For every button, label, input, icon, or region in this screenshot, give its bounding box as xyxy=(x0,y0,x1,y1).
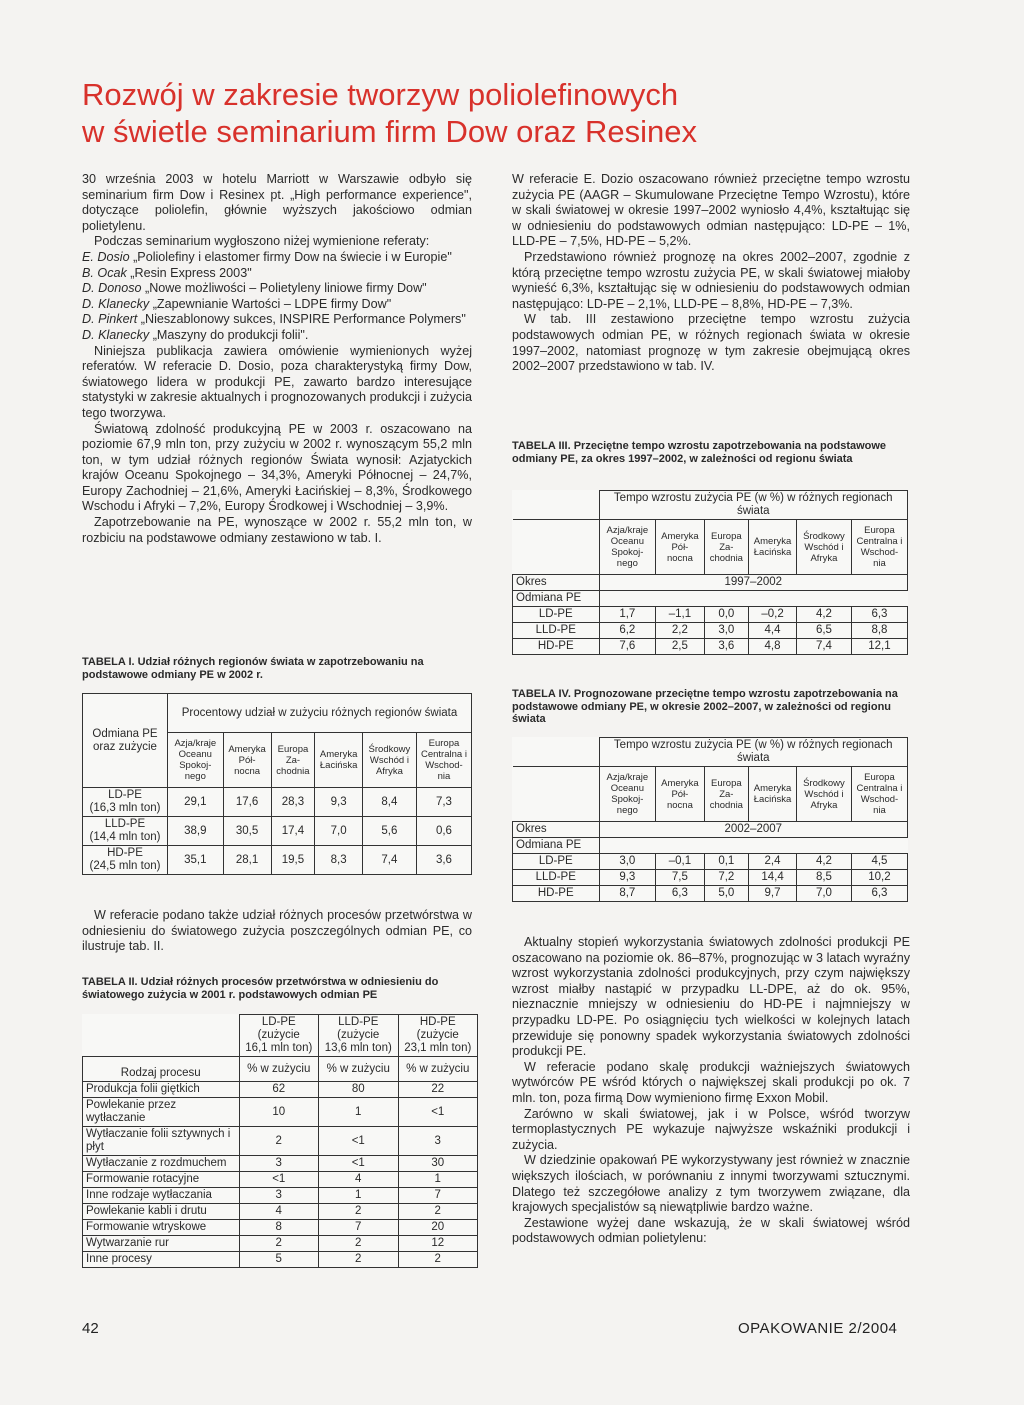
row-label: LLD-PE xyxy=(513,870,600,886)
cell: 3 xyxy=(239,1188,319,1204)
cell: 4 xyxy=(319,1172,399,1188)
row-label: Wytłaczanie folii sztywnych i płyt xyxy=(83,1127,240,1156)
cell: 4 xyxy=(239,1204,319,1220)
region-header: Europa Za-chodnia xyxy=(704,767,748,822)
cell: –0,2 xyxy=(749,607,797,623)
table-row xyxy=(83,1127,478,1156)
cell: 29,1 xyxy=(168,788,224,817)
row-label: HD-PE xyxy=(513,639,600,655)
cell: 1,7 xyxy=(599,607,656,623)
cell: 5,0 xyxy=(704,886,748,902)
header-growth: Tempo wzrostu zużycia PE (w %) w różnych regionach świata xyxy=(599,491,908,520)
cell: 2,5 xyxy=(656,639,704,655)
row-label: LD-PE xyxy=(513,854,600,870)
reference-item: B. Ocak „Resin Express 2003" xyxy=(82,265,252,280)
cell: <1 xyxy=(398,1098,478,1127)
table-row xyxy=(83,1204,478,1220)
header-share: Procentowy udział w zużyciu różnych regionów świata xyxy=(168,694,472,733)
region-header: Ameryka Pół-nocna xyxy=(656,520,704,575)
reference-item: D. Donoso „Nowe możliwości – Polietyleny liniowe firmy Dow" xyxy=(82,281,427,296)
cell: <1 xyxy=(319,1127,399,1156)
title-line-2: w świetle seminarium firm Dow oraz Resinex xyxy=(82,113,697,149)
cell: 2 xyxy=(319,1236,399,1252)
cell: 62 xyxy=(239,1082,319,1098)
paragraph: W referacie podano skalę produkcji ważniejszych światowych wytwórców PE wśród których o największej skali produkcji po ok. 7 mln. ton, poza firmą Dow wymieniono firmę Exxon Mobil. xyxy=(512,1059,910,1105)
cell: 7,5 xyxy=(656,870,704,886)
cell: 4,2 xyxy=(797,607,852,623)
right-column xyxy=(512,172,910,375)
cell: 7,4 xyxy=(362,846,416,875)
cell: 28,1 xyxy=(223,846,271,875)
cell: 3,6 xyxy=(704,639,748,655)
row-label: Wytwarzanie rur xyxy=(83,1236,240,1252)
table-row xyxy=(83,1156,478,1172)
cell: 38,9 xyxy=(168,817,224,846)
table-3 xyxy=(512,490,908,655)
cell: 7,0 xyxy=(315,817,363,846)
variety-label: Odmiana PE xyxy=(513,838,600,854)
period-value: 2002–2007 xyxy=(599,822,908,838)
row-label: HD-PE xyxy=(513,886,600,902)
cell: 17,4 xyxy=(271,817,315,846)
reference-item: D. Klanecky „Zapewnianie Wartości – LDPE firmy Dow" xyxy=(82,296,392,311)
refs-intro: Podczas seminarium wygłoszono niżej wymienione referaty: xyxy=(94,234,430,249)
column-header: HD-PE (zużycie 23,1 mln ton) xyxy=(398,1015,478,1057)
cell: 12,1 xyxy=(851,639,907,655)
region-header: Środkowy Wschód i Afryka xyxy=(797,767,852,822)
cell: 12 xyxy=(398,1236,478,1252)
page-number: 42 xyxy=(82,1320,99,1337)
table-row xyxy=(513,623,908,639)
table-row xyxy=(83,1082,478,1098)
region-header: Ameryka Łacińska xyxy=(749,520,797,575)
table-1-caption: TABELA I. Udział różnych regionów świata w zapotrzebowaniu na podstawowe odmiany PE w 2002 r. xyxy=(82,656,424,681)
table-row xyxy=(83,788,472,817)
cell: <1 xyxy=(239,1172,319,1188)
article-title xyxy=(82,76,962,150)
cell: 2 xyxy=(319,1204,399,1220)
cell: 6,5 xyxy=(797,623,852,639)
region-header: Środkowy Wschód i Afryka xyxy=(797,520,852,575)
cell: 7,6 xyxy=(599,639,656,655)
region-header: Europa Centralna i Wschod-nia xyxy=(851,767,907,822)
table-2 xyxy=(82,1014,478,1268)
cell: 8,5 xyxy=(797,870,852,886)
cell: 0,6 xyxy=(416,817,471,846)
blank-cell xyxy=(513,520,600,575)
cell: 3,0 xyxy=(599,854,656,870)
unit-header: % w zużyciu xyxy=(398,1057,478,1082)
cell: 9,7 xyxy=(749,886,797,902)
cell: 1 xyxy=(398,1172,478,1188)
paragraph: W referacie E. Dozio oszacowano również przeciętne tempo wzrostu zużycia PE (AAGR – Skumulowane Przeciętne Tempo Wzrostu), które w skali światowej w okresie 1997–2002 wyniosło 4,4%, kształtując się w odniesieniu do podstawowych odmian następująco: LD-PE – 1%, LLD-PE – 7,5%, HD-PE – 5,2%. xyxy=(512,172,910,249)
cell: 2 xyxy=(319,1252,399,1268)
region-header: Europa Za-chodnia xyxy=(704,520,748,575)
column-header: LLD-PE (zużycie 13,6 mln ton) xyxy=(319,1015,399,1057)
cell: 4,8 xyxy=(749,639,797,655)
cell: –1,1 xyxy=(656,607,704,623)
table-2-caption: TABELA II. Udział różnych procesów przetwórstwa w odniesieniu do światowego zużycia w 2001 r. podstawowych odmian PE xyxy=(82,976,439,1001)
cell: 7,3 xyxy=(416,788,471,817)
intro-paragraph: 30 września 2003 w hotelu Marriott w Warszawie odbyło się seminarium firm Dow i Resinex pt. „High performance experience", dotyczące poliolefin, głównie wyższych jakościowo odmian polietylenu. xyxy=(82,172,472,233)
blank-cell xyxy=(83,1015,240,1057)
cell: 80 xyxy=(319,1082,399,1098)
cell: 9,3 xyxy=(315,788,363,817)
row-label: Inne rodzaje wytłaczania xyxy=(83,1188,240,1204)
row-label: Inne procesy xyxy=(83,1252,240,1268)
cell: 2 xyxy=(239,1236,319,1252)
table-row xyxy=(83,1236,478,1252)
row-label: LLD-PE xyxy=(513,623,600,639)
cell: 22 xyxy=(398,1082,478,1098)
row-label: Formowanie wtryskowe xyxy=(83,1220,240,1236)
reference-item: D. Pinkert „Nieszablonowy sukces, INSPIRE Performance Polymers" xyxy=(82,312,466,327)
left-column xyxy=(82,172,472,546)
unit-header: % w zużyciu xyxy=(319,1057,399,1082)
table-row xyxy=(83,1188,478,1204)
cell: <1 xyxy=(319,1156,399,1172)
row-label: LD-PE xyxy=(513,607,600,623)
region-header: Europa Za-chodnia xyxy=(271,733,315,788)
cell: 1 xyxy=(319,1188,399,1204)
cell: 6,3 xyxy=(851,607,907,623)
blank-cell xyxy=(599,838,908,854)
cell: 7 xyxy=(398,1188,478,1204)
cell: 9,3 xyxy=(599,870,656,886)
table-row xyxy=(83,1098,478,1127)
cell: 0,1 xyxy=(704,854,748,870)
cell: 8 xyxy=(239,1220,319,1236)
table-4-caption: TABELA IV. Prognozowane przeciętne tempo wzrostu zapotrzebowania na podstawowe odmiany PE, w okresie 2002–2007, w zależności od regionu świata xyxy=(512,688,898,725)
row-label: Powlekanie przez wytłaczanie xyxy=(83,1098,240,1127)
region-header: Europa Centralna i Wschod-nia xyxy=(851,520,907,575)
region-header: Ameryka Łacińska xyxy=(749,767,797,822)
cell: 4,2 xyxy=(797,854,852,870)
cell: 2 xyxy=(398,1252,478,1268)
paragraph: Aktualny stopień wykorzystania światowych zdolności produkcji PE oszacowano na poziomie ok. 86–87%, prognozując w 3 latach wyraźny wzrost wykorzystania zdolności produkcyjnych, przy czym największy wzrost miałby nastąpić w przypadku LL-DPE, aż do ok. 95%, nieznacznie mniejszy w odniesieniu do HD-PE i najmniejszy w przypadku LD-PE. Po osiągnięciu tych wielkości w kolejnych latach przewiduje się ponowny spadek wykorzystania światowych zdolności produkcji PE. xyxy=(512,935,910,1059)
cell: 1 xyxy=(319,1098,399,1127)
table-row xyxy=(513,886,908,902)
blank-cell xyxy=(513,767,600,822)
paragraph: Przedstawiono również prognozę na okres 2002–2007, zgodnie z którą przeciętne tempo wzrostu zużycia PE, w skali światowej miałoby wynieść 6,3%, kształtując się w odniesieniu do podstawowych odmian następująco: LD-PE – 2,1%, LLD-PE – 8,8%, HD-PE – 7,3%. xyxy=(512,249,910,311)
paragraph: Zarówno w skali światowej, jak i w Polsce, wśród tworzyw termoplastycznych PE wykazuje najwyższe wskaźniki produkcji i zużycia. xyxy=(512,1106,910,1152)
cell: 7 xyxy=(319,1220,399,1236)
row-label: Powlekanie kabli i drutu xyxy=(83,1204,240,1220)
table-row xyxy=(513,870,908,886)
region-header: Ameryka Pół-nocna xyxy=(656,767,704,822)
region-header: Azja/kraje Oceanu Spokoj-nego xyxy=(599,520,656,575)
reference-item: E. Dosio „Poliolefiny i elastomer firmy Dow na świecie i w Europie" xyxy=(82,249,452,264)
cell: 2,2 xyxy=(656,623,704,639)
cell: 4,5 xyxy=(851,854,907,870)
table-3-caption: TABELA III. Przeciętne tempo wzrostu zapotrzebowania na podstawowe odmiany PE, za okres 1997–2002, w zależności od regionu świata xyxy=(512,440,887,465)
paragraph: W referacie podano także udział różnych procesów przetwórstwa w odniesieniu do światowego zużycia poszczególnych odmian PE, co ilustruje tab. II. xyxy=(82,908,472,954)
title-line-1: Rozwój w zakresie tworzyw poliolefinowych xyxy=(82,76,679,112)
cell: 6,3 xyxy=(851,886,907,902)
cell: 2 xyxy=(239,1127,319,1156)
cell: 3 xyxy=(239,1156,319,1172)
unit-header: % w zużyciu xyxy=(239,1057,319,1082)
region-header: Azja/kraje Oceanu Spokoj-nego xyxy=(599,767,656,822)
table-row xyxy=(513,607,908,623)
cell: 8,7 xyxy=(599,886,656,902)
right-column-lower xyxy=(512,935,910,1247)
period-label: Okres xyxy=(513,822,600,838)
region-header: Środkowy Wschód i Afryka xyxy=(362,733,416,788)
paragraph: Zestawione wyżej dane wskazują, że w skali światowej wśród podstawowych odmian polietylenu: xyxy=(512,1215,910,1246)
journal-name: OPAKOWANIE 2/2004 xyxy=(738,1320,898,1337)
table-4 xyxy=(512,737,908,902)
cell: 7,4 xyxy=(797,639,852,655)
left-column-lower xyxy=(82,908,472,955)
cell: 5,6 xyxy=(362,817,416,846)
cell: 3,6 xyxy=(416,846,471,875)
table-1 xyxy=(82,693,472,875)
cell: 6,2 xyxy=(599,623,656,639)
table-row xyxy=(83,846,472,875)
table-row xyxy=(83,1252,478,1268)
variety-label: Odmiana PE xyxy=(513,591,600,607)
paragraph: Światową zdolność produkcyjną PE w 2003 r. oszacowano na poziomie 67,9 mln ton, przy zużyciu w 2002 r. wynoszącym 55,2 mln ton, w tym udział różnych regionów Świata wynosił: Azjatyckich krajów Oceanu Spokojnego – 34,3%, Ameryki Północnej – 24,7%, Europy Zachodniej – 21,6%, Ameryki Łacińskiej – 8,3%, Środkowego Wschodu i Afryki – 7,2%, Europy Środkowej i Wschodniej – 3,9%. xyxy=(82,421,472,514)
region-header: Europa Centralna i Wschod-nia xyxy=(416,733,471,788)
cell: 30 xyxy=(398,1156,478,1172)
cell: 2,4 xyxy=(749,854,797,870)
cell: 8,3 xyxy=(315,846,363,875)
process-header: Rodzaj procesu xyxy=(83,1057,240,1082)
cell: 7,0 xyxy=(797,886,852,902)
cell: 8,4 xyxy=(362,788,416,817)
blank-cell xyxy=(599,591,908,607)
row-label: Produkcja folii giętkich xyxy=(83,1082,240,1098)
cell: 3,0 xyxy=(704,623,748,639)
header-growth: Tempo wzrostu zużycia PE (w %) w różnych regionach świata xyxy=(599,738,908,767)
row-label: HD-PE (24,5 mln ton) xyxy=(83,846,168,875)
blank-cell xyxy=(513,491,600,520)
column-header: LD-PE (zużycie 16,1 mln ton) xyxy=(239,1015,319,1057)
period-label: Okres xyxy=(513,575,600,591)
cell: 3 xyxy=(398,1127,478,1156)
cell: 4,4 xyxy=(749,623,797,639)
table-row xyxy=(513,639,908,655)
reference-item: D. Klanecky „Maszyny do produkcji folii". xyxy=(82,327,309,342)
region-header: Azja/kraje Oceanu Spokoj-nego xyxy=(168,733,224,788)
period-value: 1997–2002 xyxy=(599,575,908,591)
cell: 10,2 xyxy=(851,870,907,886)
table-row xyxy=(513,854,908,870)
cell: 7,2 xyxy=(704,870,748,886)
paragraph: Zapotrzebowanie na PE, wynoszące w 2002 r. 55,2 mln ton, w rozbiciu na podstawowe odmiany zestawiono w tab. I. xyxy=(82,515,472,545)
paragraph: W dziedzinie opakowań PE wykorzystywany jest również w znacznie większych ilościach, w porównaniu z innymi tworzywami sztucznymi. Dlatego też szczegółowe analizy z tym tworzywem związane, dla krajowych specjalistów są niewątpliwie bardzo ważne. xyxy=(512,1153,910,1215)
cell: 35,1 xyxy=(168,846,224,875)
cell: 6,3 xyxy=(656,886,704,902)
region-header: Ameryka Łacińska xyxy=(315,733,363,788)
blank-cell xyxy=(513,738,600,767)
row-label: Wytłaczanie z rozdmuchem xyxy=(83,1156,240,1172)
cell: 8,8 xyxy=(851,623,907,639)
table-row xyxy=(83,1172,478,1188)
cell: 10 xyxy=(239,1098,319,1127)
cell: 0,0 xyxy=(704,607,748,623)
paragraph: W tab. III zestawiono przeciętne tempo wzrostu zużycia podstawowych odmian PE, w różnych regionach świata w okresie 1997–2002, natomiast prognozę w tym zakresie obejmującą okres 2002–2007 przedstawiono w tab. IV. xyxy=(512,312,910,374)
cell: 5 xyxy=(239,1252,319,1268)
cell: 2 xyxy=(398,1204,478,1220)
cell: 28,3 xyxy=(271,788,315,817)
row-label: LLD-PE (14,4 mln ton) xyxy=(83,817,168,846)
cell: 14,4 xyxy=(749,870,797,886)
region-header: Ameryka Pół-nocna xyxy=(223,733,271,788)
table-row xyxy=(83,817,472,846)
cell: 17,6 xyxy=(223,788,271,817)
cell: –0,1 xyxy=(656,854,704,870)
header-variety: Odmiana PE oraz zużycie xyxy=(83,694,168,788)
table-row xyxy=(83,1220,478,1236)
row-label: LD-PE (16,3 mln ton) xyxy=(83,788,168,817)
reference-list xyxy=(82,250,472,344)
cell: 19,5 xyxy=(271,846,315,875)
paragraph: Niniejsza publikacja zawiera omówienie wymienionych wyżej referatów. W referacie D. Dosio, poza charakterystyką firmy Dow, światowego lidera w produkcji PE, zawarto bardzo interesujące statystyki w zakresie aktualnych i prognozowanych produkcji i zużycia tego tworzywa. xyxy=(82,343,472,420)
row-label: Formowanie rotacyjne xyxy=(83,1172,240,1188)
cell: 20 xyxy=(398,1220,478,1236)
cell: 30,5 xyxy=(223,817,271,846)
